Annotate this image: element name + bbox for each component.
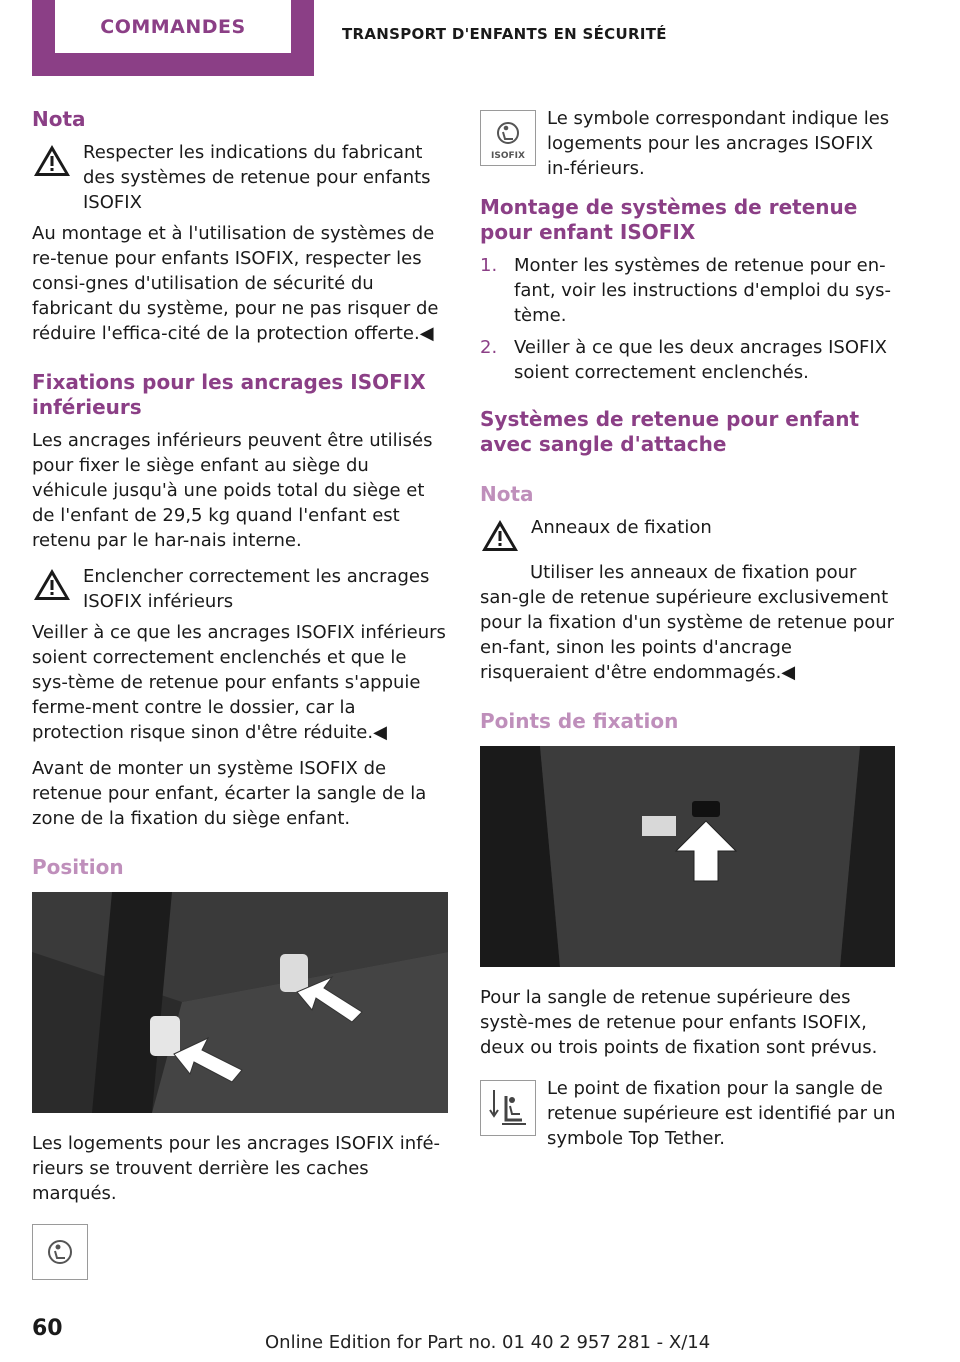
step-text: Monter les systèmes de retenue pour en-fant, voir les instructions d'emploi du sys-tème.	[514, 255, 891, 326]
section-heading: Systèmes de retenue pour enfant avec sangle d'attache	[480, 407, 860, 456]
paragraph: Les ancrages inférieurs peuvent être utilisés pour fixer le siège enfant au siège du véhicule jusqu'à une poids total du siège et de l'enfant de 29,5 kg quand l'enfant est retenu par le har-nais interne.	[32, 430, 433, 551]
paragraph: Pour la sangle de retenue supérieure des systè-mes de retenue pour enfants ISOFIX, deux ou trois points de fixation sont prévus.	[480, 987, 878, 1058]
warning-title: Anneaux de fixation	[531, 517, 712, 538]
step-number: 1.	[480, 255, 498, 276]
top-tether-symbol-box	[480, 1080, 536, 1136]
step-number: 2.	[480, 337, 498, 358]
left-column	[32, 106, 448, 1280]
paragraph: Les logements pour les ancrages ISOFIX infé-rieurs se trouvent derrière les caches marqués.	[32, 1133, 441, 1204]
footer-edition: Online Edition for Part no. 01 40 2 957 281 - X/14	[265, 1332, 711, 1353]
warning-icon	[480, 518, 520, 554]
symbol-block	[480, 1076, 896, 1151]
child-seat-icon	[40, 1232, 80, 1272]
right-column	[480, 106, 896, 1165]
warning-text: Enclencher correctement les ancrages ISOFIX inférieurs	[83, 566, 430, 612]
page-number: 60	[32, 1316, 63, 1341]
nota-heading: Nota	[480, 482, 534, 506]
list-item	[480, 253, 896, 328]
step-text: Veiller à ce que les deux ancrages ISOFIX soient correctement enclenchés.	[514, 337, 887, 383]
tether-point-photo	[480, 746, 895, 967]
paragraph: Veiller à ce que les ancrages ISOFIX inférieurs soient correctement enclenchés et que le sys-tème de retenue pour enfants s'appuie ferme-ment contre le dossier, car la protection risque sinon d'être réduite.◀	[32, 622, 446, 743]
warning-block	[480, 515, 896, 554]
paragraph: Au montage et à l'utilisation de systèmes de re-tenue pour enfants ISOFIX, respecter les consi-gnes d'utilisation de sécurité du fabricant du système, pour ne pas risquer de réduire l'effica-cité de la protection offerte.◀	[32, 223, 439, 344]
warning-block	[32, 140, 448, 215]
subsection-heading: Position	[32, 855, 124, 879]
steps-list	[480, 253, 896, 385]
isofix-position-photo	[32, 892, 448, 1113]
warning-block	[32, 564, 448, 614]
section-heading: Montage de systèmes de retenue pour enfant ISOFIX	[480, 195, 858, 244]
nota-heading: Nota	[32, 107, 86, 131]
symbol-text: Le point de fixation pour la sangle de retenue supérieure est identifié par un symbole Top Tether.	[547, 1078, 896, 1149]
list-item	[480, 335, 896, 385]
isofix-symbol-box	[32, 1224, 88, 1280]
isofix-symbol-box	[480, 110, 536, 166]
warning-text: Respecter les indications du fabricant des systèmes de retenue pour enfants ISOFIX	[83, 142, 431, 213]
subsection-heading: Points de fixation	[480, 709, 679, 733]
warning-icon	[32, 143, 72, 179]
paragraph: Avant de monter un système ISOFIX de retenue pour enfant, écarter la sangle de la zone de la fixation du siège enfant.	[32, 758, 427, 829]
isofix-label: ISOFIX	[491, 151, 525, 161]
section-heading: Fixations pour les ancrages ISOFIX inférieurs	[32, 370, 426, 419]
warning-icon	[32, 567, 72, 603]
symbol-block	[480, 106, 896, 181]
warning-body: Utiliser les anneaux de fixation pour san-gle de retenue supérieure exclusivement pour la fixation d'un système de retenue pour en-fant, sinon les points d'ancrage risqueraient d'être endommagés.◀	[480, 562, 895, 683]
header-title: TRANSPORT D'ENFANTS EN SÉCURITÉ	[342, 25, 667, 43]
top-tether-icon	[484, 1084, 532, 1132]
symbol-text: Le symbole correspondant indique les logements pour les ancrages ISOFIX in-férieurs.	[547, 108, 890, 179]
header-tab: COMMANDES	[55, 0, 291, 53]
